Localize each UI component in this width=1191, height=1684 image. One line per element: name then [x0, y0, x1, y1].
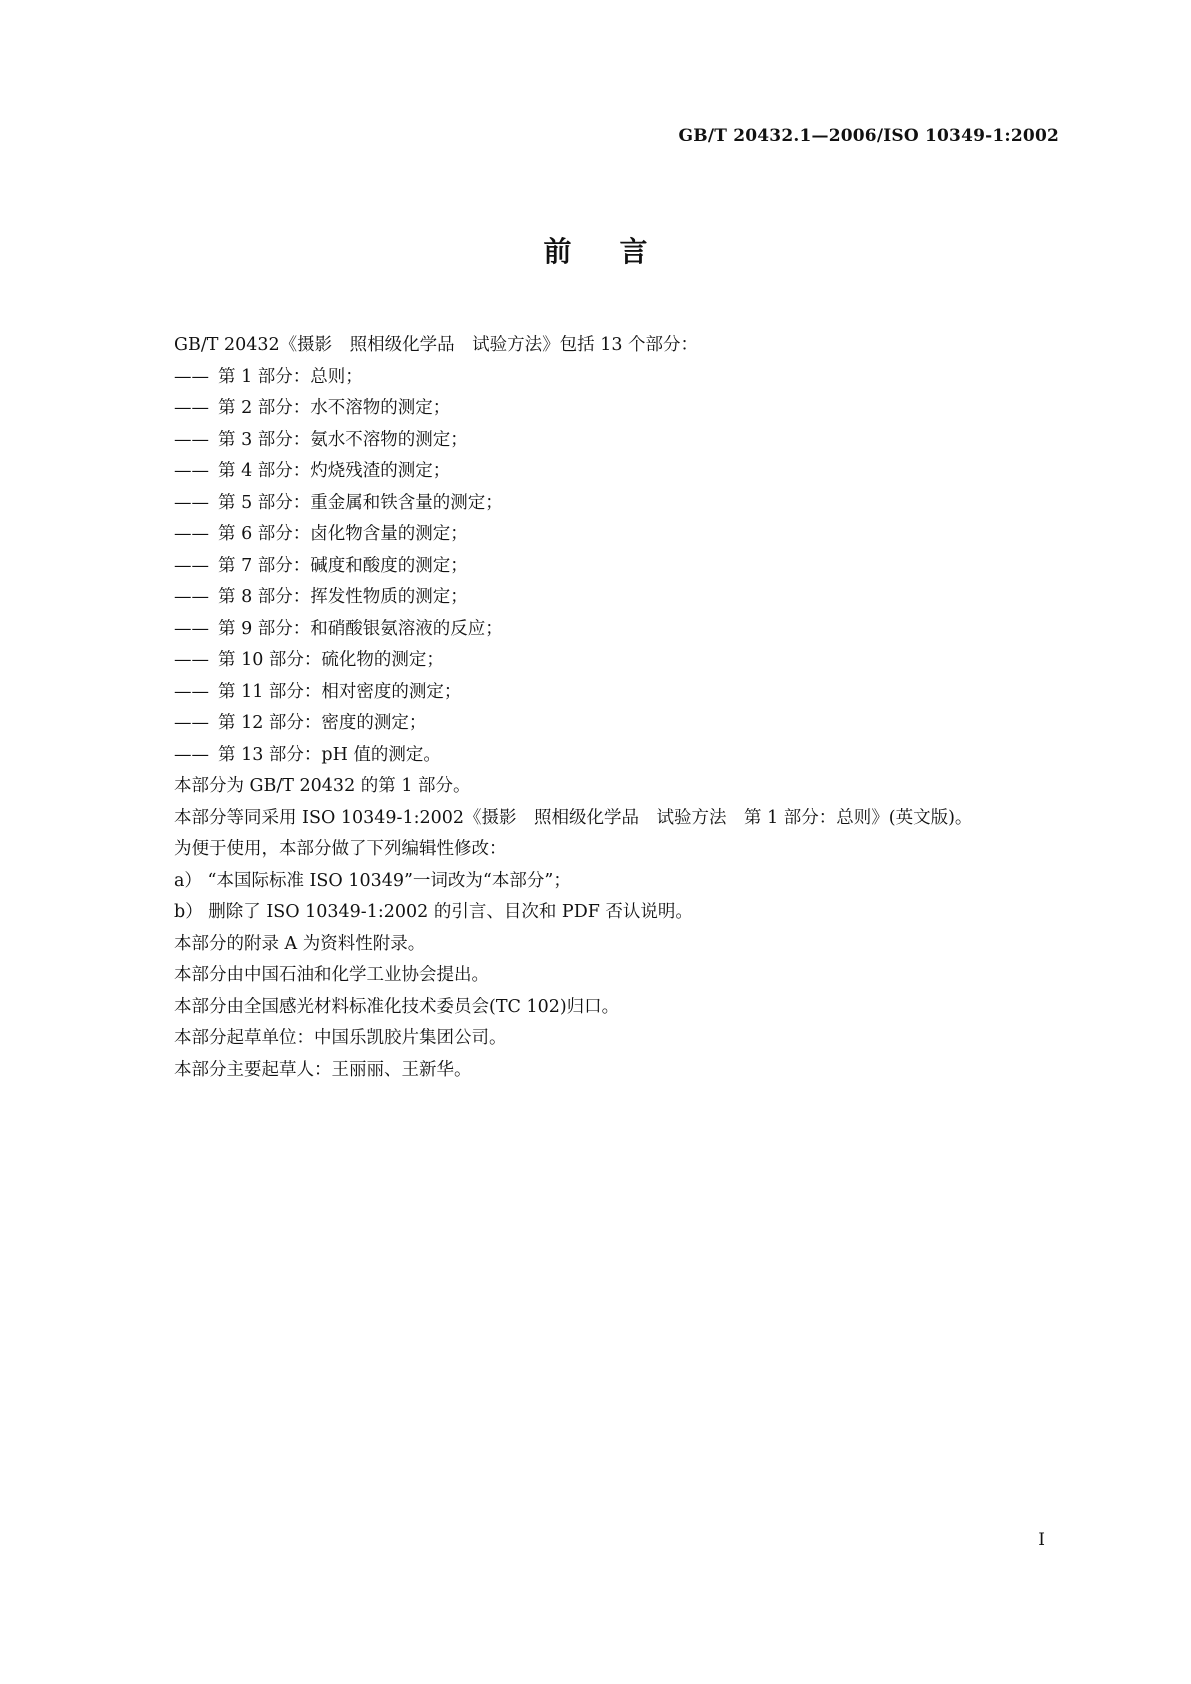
list-dash: ——: [174, 366, 209, 387]
paragraph-line: 本部分由中国石油和化学工业协会提出。: [174, 965, 489, 985]
list-dash: ——: [174, 618, 209, 639]
list-dash: ——: [174, 713, 209, 733]
standard-code-header: GB/T 20432.1—2006/ISO 10349-1:2002: [678, 126, 1059, 146]
part-text: 第 6 部分：卤化物含量的测定；: [218, 524, 468, 544]
part-list-item: [174, 425, 1074, 457]
part-text: 第 5 部分：重金属和铁含量的测定；: [218, 492, 503, 513]
list-dash: ——: [174, 398, 209, 418]
part-list-item: [174, 456, 1074, 488]
page-number: I: [1038, 1530, 1045, 1550]
part-list-item: [174, 488, 1074, 520]
part-text: 第 4 部分：灼烧残渣的测定；: [218, 461, 451, 481]
list-dash: ——: [174, 681, 209, 702]
paragraph-line: 本部分等同采用 ISO 10349-1:2002《摄影 照相级化学品 试验方法 第 1 部分：总则》(英文版)。: [174, 807, 973, 828]
part-list-item: [174, 551, 1074, 583]
paragraph-line: 本部分的附录 A 为资料性附录。: [174, 933, 426, 954]
paragraph-line: 本部分起草单位：中国乐凯胶片集团公司。: [174, 1028, 507, 1048]
document-body: [174, 330, 1074, 1086]
list-dash: ——: [174, 744, 209, 765]
paragraph-line: 本部分主要起草人：王丽丽、王新华。: [174, 1059, 472, 1080]
part-list-item: [174, 393, 1074, 425]
part-text: 第 12 部分：密度的测定；: [218, 713, 427, 733]
paragraph-line: 本部分由全国感光材料标准化技术委员会(TC 102)归口。: [174, 996, 620, 1017]
part-list-item: [174, 677, 1074, 709]
part-list-item: [174, 362, 1074, 394]
part-list-item: [174, 614, 1074, 646]
part-text: 第 3 部分：氨水不溶物的测定；: [218, 429, 468, 450]
part-text: 第 7 部分：碱度和酸度的测定；: [218, 555, 468, 576]
part-list-item: [174, 645, 1074, 677]
part-text: 第 13 部分：pH 值的测定。: [218, 744, 441, 765]
part-text: 第 2 部分：水不溶物的测定；: [218, 398, 451, 418]
list-dash: ——: [174, 429, 209, 450]
list-dash: ——: [174, 461, 209, 481]
list-dash: ——: [174, 587, 209, 607]
page-title: 前言: [543, 235, 696, 268]
part-list-item: [174, 519, 1074, 551]
part-list-item: [174, 582, 1074, 614]
paragraph-line: b） 删除了 ISO 10349-1:2002 的引言、目次和 PDF 否认说明。: [174, 902, 693, 922]
parts-list: [174, 362, 1074, 772]
part-text: 第 10 部分：硫化物的测定；: [218, 650, 444, 670]
paragraphs: [174, 771, 1074, 1086]
list-dash: ——: [174, 492, 209, 513]
paragraph-line: a） “本国际标准 ISO 10349”一词改为“本部分”；: [174, 870, 571, 891]
paragraph-line: 为便于使用，本部分做了下列编辑性修改：: [174, 839, 507, 859]
part-text: 第 1 部分：总则；: [218, 366, 363, 387]
part-text: 第 11 部分：相对密度的测定；: [218, 681, 462, 702]
intro-line: GB/T 20432《摄影 照相级化学品 试验方法》包括 13 个部分：: [174, 335, 699, 355]
part-text: 第 8 部分：挥发性物质的测定；: [218, 587, 468, 607]
part-list-item: [174, 708, 1074, 740]
part-text: 第 9 部分：和硝酸银氨溶液的反应；: [218, 618, 503, 639]
list-dash: ——: [174, 524, 209, 544]
part-list-item: [174, 740, 1074, 772]
paragraph-line: 本部分为 GB/T 20432 的第 1 部分。: [174, 776, 471, 796]
list-dash: ——: [174, 650, 209, 670]
list-dash: ——: [174, 555, 209, 576]
